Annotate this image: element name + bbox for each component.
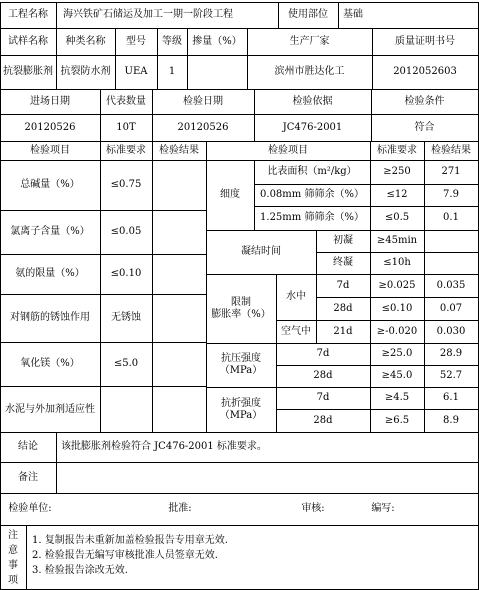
- table-cell: [152, 254, 206, 294]
- table-cell: ≥45min: [376, 235, 418, 246]
- table-cell: JC476-2001: [282, 121, 343, 133]
- table-cell: [152, 342, 206, 385]
- table-cell: 抗裂膨胀剂: [3, 66, 53, 77]
- table-cell: 细度: [220, 189, 240, 200]
- table-cell: 28d: [313, 370, 333, 381]
- table-cell: 符合: [414, 121, 435, 133]
- table-cell: 6.1: [443, 392, 459, 403]
- table-cell: 试样名称: [8, 35, 48, 47]
- table-cell: 检验条件: [404, 95, 445, 107]
- table-cell: 空气中: [281, 325, 311, 337]
- table-cell: 28d: [313, 414, 333, 426]
- table-cell: 检验单位:: [8, 503, 52, 514]
- note-item: 2. 检验报告无编写审核批准人员签章无效.: [32, 550, 218, 561]
- table-cell: 水泥与外加剂适应性: [5, 403, 95, 415]
- table-cell: 基础: [343, 9, 363, 20]
- table-cell: 水中: [286, 291, 306, 302]
- table-cell: 20120526: [24, 121, 76, 133]
- table-cell: 10T: [116, 121, 136, 133]
- table-cell: ≥45.0: [381, 370, 413, 381]
- table-cell: 7.9: [443, 189, 459, 200]
- note-item: 3. 检验报告涂改无效.: [32, 565, 128, 576]
- table-cell: 比表面积（m²/kg）: [267, 166, 357, 177]
- table-cell: [152, 294, 206, 342]
- table-cell: 该批膨胀剂检验符合 JC476-2001 标准要求。: [61, 441, 267, 452]
- table-cell: ≤10h: [383, 257, 411, 268]
- table-cell: ≤0.75: [110, 179, 142, 190]
- table-cell: [152, 210, 206, 254]
- table-cell: 工程名称: [8, 9, 48, 20]
- table-cell: ≤0.05: [110, 226, 142, 237]
- table-cell: 审核:: [301, 503, 325, 514]
- table-cell: 结论: [18, 441, 38, 452]
- table-cell: 抗压强度 （MPa）: [219, 353, 263, 376]
- table-cell: ≥0.025: [378, 279, 416, 291]
- table-cell: 氯离子含量（%）: [10, 226, 90, 237]
- note-item: 1. 复制报告未重新加盖检验报告专用章无效.: [32, 535, 228, 546]
- table-cell: 无锈蚀: [111, 312, 141, 323]
- table-cell: 1.25mm 筛筛余（%）: [260, 212, 364, 223]
- table-cell: 质量证明书号: [395, 35, 455, 47]
- table-cell: 检验结果: [431, 144, 471, 156]
- grid-line: [26, 525, 27, 590]
- table-cell: 检验日期: [183, 95, 223, 107]
- table-cell: 终凝: [333, 257, 353, 268]
- table-cell: 种类名称: [65, 35, 106, 47]
- table-cell: ≥-0.020: [376, 325, 418, 337]
- table-cell: 掺量（%）: [192, 35, 242, 47]
- table-cell: 注意事项: [8, 529, 18, 586]
- table-cell: 检验项目: [30, 144, 70, 156]
- table-cell: 标准要求: [377, 144, 417, 156]
- table-cell: [56, 462, 478, 493]
- table-cell: 271: [441, 166, 461, 177]
- table-cell: 凝结时间: [241, 246, 281, 257]
- table-cell: 20120526: [177, 121, 229, 133]
- table-cell: 7d: [316, 348, 330, 359]
- table-cell: 检验结果: [159, 144, 199, 156]
- table-cell: 生产厂家: [289, 35, 330, 47]
- table-cell: 检验依据: [292, 95, 333, 107]
- table-cell: 0.08mm 筛筛余（%）: [260, 189, 364, 200]
- table-cell: 52.7: [439, 370, 463, 381]
- table-cell: 标准要求: [106, 144, 146, 156]
- table-cell: 1: [168, 66, 176, 77]
- table-cell: 0.035: [436, 279, 466, 291]
- table-cell: UEA: [124, 66, 148, 77]
- table-cell: ≥4.5: [384, 392, 410, 403]
- table-cell: ≥250: [383, 166, 411, 177]
- table-cell: 7d: [336, 279, 350, 291]
- table-cell: 氧化镁（%）: [20, 357, 80, 369]
- grid-line: [0, 525, 479, 526]
- table-cell: 型号: [126, 35, 146, 47]
- table-cell: ≤0.10: [110, 268, 142, 279]
- table-cell: ≤0.5: [384, 212, 410, 223]
- table-cell: 总碱量（%）: [20, 179, 80, 190]
- table-cell: 对钢筋的锈蚀作用: [10, 312, 90, 323]
- table-cell: [152, 160, 206, 210]
- table-cell: 8.9: [443, 414, 459, 426]
- table-cell: [424, 252, 478, 274]
- table-cell: 21d: [333, 325, 353, 337]
- table-cell: 使用部位: [288, 9, 328, 20]
- table-cell: [424, 230, 478, 252]
- table-cell: 7d: [316, 392, 330, 403]
- table-cell: 0.1: [443, 212, 459, 223]
- table-cell: 抗裂防水剂: [60, 66, 111, 77]
- table-cell: 氨的限量（%）: [15, 268, 85, 279]
- table-cell: 2012052603: [393, 66, 457, 77]
- grid-line: [0, 493, 479, 494]
- table-cell: 28.9: [439, 348, 463, 359]
- table-cell: [100, 387, 152, 432]
- table-cell: [152, 387, 206, 432]
- table-cell: 0.07: [439, 302, 463, 314]
- table-cell: ≤0.10: [381, 302, 413, 314]
- table-cell: ≤5.0: [113, 357, 139, 369]
- table-cell: 限制 膨胀率（%）: [211, 296, 271, 320]
- table-cell: 批准:: [168, 503, 192, 514]
- table-cell: ≤12: [386, 189, 408, 200]
- table-cell: 海兴铁矿石储运及加工一期一阶段工程: [63, 9, 233, 20]
- table-cell: [187, 55, 247, 89]
- table-cell: 滨州市胜达化工: [274, 66, 345, 77]
- table-cell: 检验项目: [268, 144, 308, 156]
- table-cell: 备注: [18, 471, 38, 483]
- table-cell: 0.030: [436, 325, 466, 337]
- table-cell: 28d: [333, 302, 353, 314]
- table-cell: 等级: [162, 35, 182, 47]
- table-cell: 编写:: [371, 503, 395, 514]
- table-cell: 代表数量: [106, 95, 146, 107]
- table-cell: 初凝: [333, 235, 353, 246]
- table-cell: ≥6.5: [384, 414, 410, 426]
- notes-list: [32, 533, 228, 578]
- table-cell: 抗折强度 （MPa）: [219, 397, 263, 421]
- table-cell: 进场日期: [30, 95, 70, 107]
- table-cell: ≥25.0: [381, 348, 413, 359]
